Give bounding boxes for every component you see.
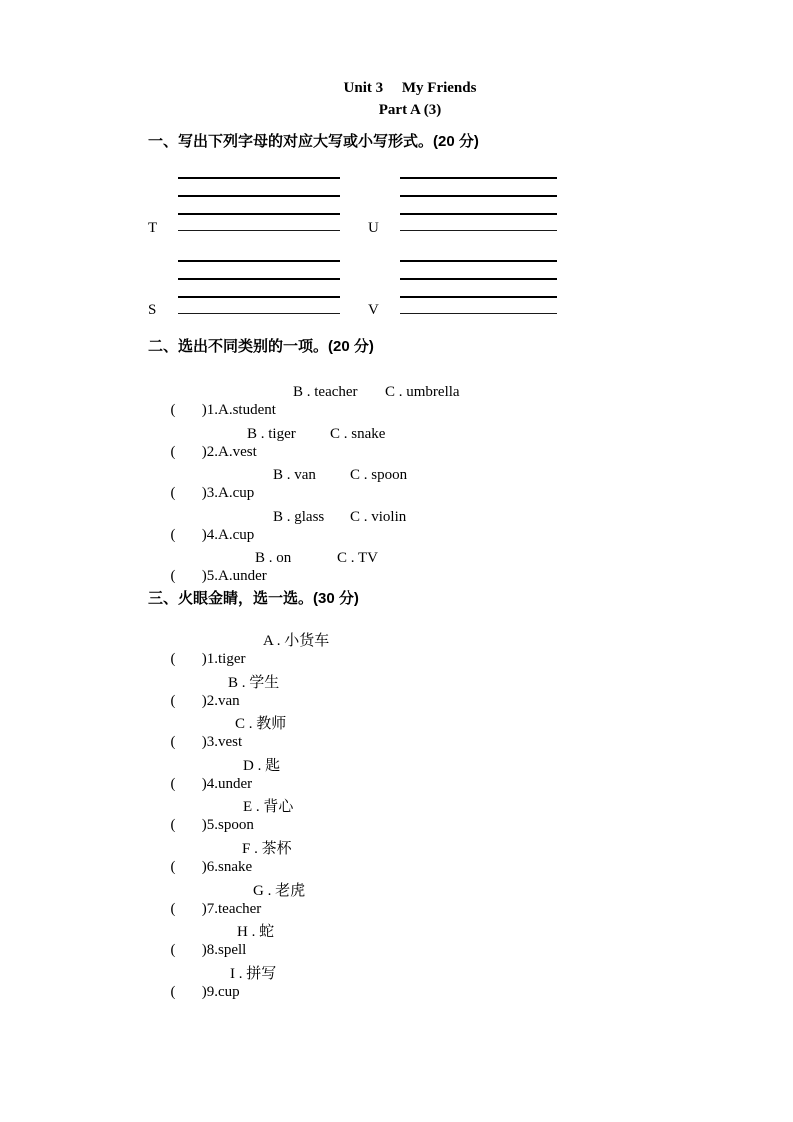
question-row [148, 715, 708, 751]
question-row [148, 882, 708, 917]
match-option-label: I . 拼写 [230, 965, 277, 982]
doc-title: Unit 3 My Friends [343, 80, 477, 96]
option-c-label: C . spoon [350, 467, 408, 484]
question-row [148, 674, 708, 709]
writing-line [178, 278, 340, 280]
writing-line [400, 260, 557, 262]
letter-label-t: T [148, 220, 158, 236]
answer-blank-line [400, 313, 557, 314]
question-stem: ( )8.spell [170, 942, 247, 959]
option-c-label: C . umbrella [385, 384, 460, 400]
answer-blank-line [178, 313, 340, 314]
writing-line [400, 296, 557, 298]
letter-label-u: U [368, 220, 379, 236]
question-row [148, 840, 708, 875]
option-c-label: C . TV [337, 550, 378, 567]
letter-label-v: V [368, 302, 379, 318]
question-row [148, 757, 708, 792]
writing-line [178, 195, 340, 197]
question-stem: ( )4.A.cup [170, 526, 255, 543]
writing-line [400, 177, 557, 179]
letter-label-s: S [148, 302, 157, 318]
question-row [148, 632, 708, 667]
match-option-label: G . 老虎 [253, 882, 306, 899]
question-stem: ( )5.A.under [170, 568, 267, 585]
question-stem: ( )9.cup [170, 983, 240, 1000]
question-row [148, 425, 708, 460]
writing-line [178, 296, 340, 298]
match-option-label: A . 小货车 [263, 633, 330, 649]
question-stem: ( )6.snake [170, 858, 253, 875]
option-b-label: B . van [273, 467, 316, 484]
question-stem: ( )1.tiger [170, 651, 246, 667]
section3-heading: 三、火眼金睛，选一选。(30 分) [148, 590, 359, 607]
option-b-label: B . on [255, 550, 292, 567]
option-b-label: B . glass [273, 508, 325, 525]
question-stem: ( )3.A.cup [170, 485, 255, 502]
question-row [148, 798, 708, 834]
option-b-label: B . teacher [293, 384, 358, 400]
question-stem: ( )2.A.vest [170, 443, 257, 460]
question-stem: ( )4.under [170, 775, 253, 792]
match-option-label: F . 茶杯 [242, 840, 292, 857]
question-stem: ( )7.teacher [170, 900, 262, 917]
match-option-label: E . 背心 [243, 799, 294, 816]
doc-subtitle: Part A (3) [378, 102, 442, 118]
match-option-label: C . 教师 [235, 716, 287, 733]
option-c-label: C . snake [330, 425, 386, 442]
option-b-label: B . tiger [247, 425, 296, 442]
match-option-label: D . 匙 [243, 757, 281, 774]
answer-blank-line [178, 230, 340, 231]
question-stem: ( )1.A.student [170, 402, 276, 418]
question-stem: ( )5.spoon [170, 817, 254, 834]
writing-line [400, 213, 557, 215]
section3-questions [148, 632, 708, 1006]
question-stem: ( )3.vest [170, 734, 243, 751]
writing-line [400, 195, 557, 197]
option-c-label: C . violin [350, 508, 407, 525]
question-row [148, 549, 708, 585]
question-stem: ( )2.van [170, 692, 240, 709]
question-row [148, 965, 708, 1000]
writing-line [400, 278, 557, 280]
section1-heading: 一、写出下列字母的对应大写或小写形式。(20 分) [148, 133, 479, 150]
match-option-label: H . 蛇 [237, 924, 275, 941]
writing-line [178, 213, 340, 215]
question-row [148, 508, 708, 543]
answer-blank-line [400, 230, 557, 231]
section2-heading: 二、选出不同类别的一项。(20 分) [148, 338, 374, 355]
writing-line [178, 177, 340, 179]
writing-line [178, 260, 340, 262]
question-row [148, 923, 708, 959]
section2-questions [148, 383, 708, 591]
question-row [148, 466, 708, 502]
match-option-label: B . 学生 [228, 674, 280, 691]
question-row [148, 383, 708, 418]
